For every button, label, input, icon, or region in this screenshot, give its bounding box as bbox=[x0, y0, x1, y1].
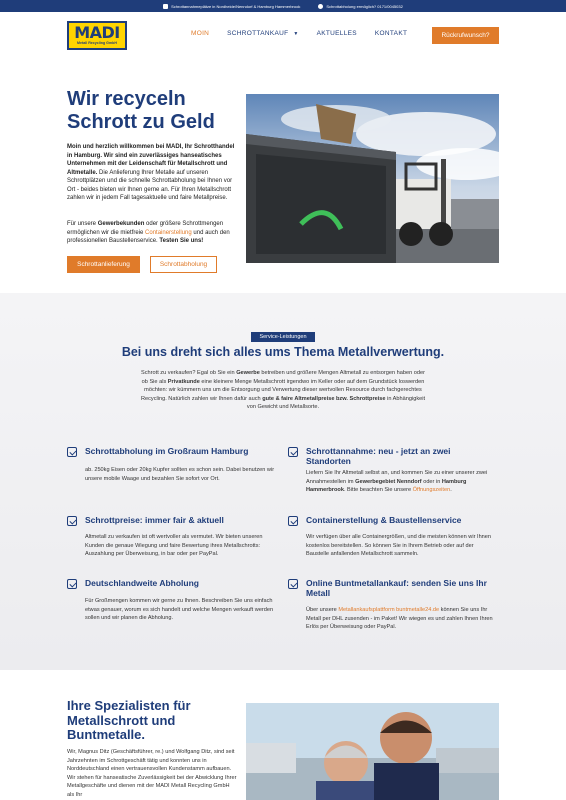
hero-business bbox=[67, 220, 237, 246]
service-title: Deutschlandweite Abholung bbox=[85, 578, 199, 588]
logo-mark: MADI bbox=[74, 23, 120, 42]
intro-g: in Abhängigkeit von Gewicht und Metallsorte. bbox=[246, 395, 426, 410]
service-text: Wir verfügen über alle Containergrößen, und die meisten können wir Ihnen kostenlos bereitstellen. So können Sie in Ihrem Betrieb oder auf der Baustelle anfallenden Metallschrott sammeln. bbox=[306, 534, 492, 557]
hero-business-c: oder größere Schrottmengen ermöglichen wir die mietfreie bbox=[67, 221, 224, 236]
topbar-phone-text[interactable]: Schrottabholung ermöglich? 0171/0045032 bbox=[326, 3, 403, 9]
checkbox-icon bbox=[67, 579, 77, 589]
hero-title: Wir recyceln Schrott zu Geld bbox=[67, 88, 215, 133]
hero-business-b: Gewerbekunden bbox=[97, 221, 145, 227]
service-title: Schrottpreise: immer fair & aktuell bbox=[85, 515, 224, 525]
svc-text-d: Hamburg Hammerbrook bbox=[306, 478, 467, 493]
checkbox-icon bbox=[67, 516, 77, 526]
intro-c: betreiben und größere Mengen Altmetall zu entsorgen haben oder ob Sie als bbox=[141, 370, 425, 385]
svc-text-a: Über unsere bbox=[306, 607, 339, 613]
checkbox-icon bbox=[288, 447, 298, 457]
svc-text-f: . bbox=[450, 487, 452, 493]
service-text bbox=[306, 469, 496, 495]
nav-item-kontakt[interactable]: KONTAKT bbox=[374, 30, 408, 37]
chevron-down-icon: ▼ bbox=[293, 31, 299, 37]
hero-business-a: Für unsere bbox=[67, 221, 98, 227]
nav-item-schrottankauf-label: SCHROTTANKAUF bbox=[227, 30, 289, 37]
hero-business-d: und auch den professionellen Baustellenservice. bbox=[67, 229, 230, 244]
service-text: ab. 250kg Eisen oder 20kg Kupfer sollten es schon sein. Dabei benutzen wir unsere mobile Waage und bezahlen Sie sofort vor Ort. bbox=[85, 467, 275, 482]
team-photo bbox=[246, 703, 499, 800]
schrottabholung-button[interactable]: Schrottabholung bbox=[150, 256, 217, 273]
about-text: Wir, Magnus Ditz (Geschäftsführer, re.) und Wolfgang Ditz, sind seit Jahrzehnten im Schrottgeschäft tätig und konnten uns in Norddeutschland einen vertrauensvollen Kundenstamm aufbauen. Wir stehen für hanseatische Zuverlässigkeit bei der Abwicklung Ihrer Metallgeschäfte und dienen mit der MADI Metall Recycling GmbH als Ihr bbox=[67, 749, 237, 798]
madi-logo[interactable] bbox=[67, 21, 127, 50]
intro-d: Privatkunde bbox=[167, 378, 200, 385]
intro-f: gute & faire Altmetallpreise bzw. Schrottpreise bbox=[262, 395, 386, 402]
svc-text-b: Gewerbegebiet Nenndorf bbox=[355, 478, 422, 485]
hero-forklift-image bbox=[246, 94, 499, 263]
service-title: Schrottannahme: neu - jetzt an zwei Standorten bbox=[306, 446, 451, 466]
callback-button[interactable]: Rückrufwunsch? bbox=[432, 27, 499, 44]
main-nav bbox=[191, 30, 407, 37]
services-title: Bei uns dreht sich alles ums Thema Metallverwertung. bbox=[121, 345, 445, 359]
intro-e: eine kleinere Menge Metallschrott irgendwo im Keller oder auf dem Grundstück loswerden möchten: wir kümmern uns um die Entsorgung und Verwertung dieser wertvollen Resource durch fachgerechtes Recycling. Natürlich zahlen wir Ihnen dafür auch bbox=[140, 378, 425, 402]
service-title: Containerstellung & Baustellenservice bbox=[306, 515, 462, 525]
topbar-phone[interactable] bbox=[318, 4, 403, 9]
container-link[interactable]: Containerstellung bbox=[145, 229, 192, 236]
checkbox-icon bbox=[288, 516, 298, 526]
svc-text-b: können Sie uns Ihr Metall per DHL zusenden - im Paket! Wir wiegen es und zahlen Ihnen Ihren Erlös per Überweisung oder PayPal. bbox=[306, 607, 493, 630]
hero-business-e: Testen Sie uns! bbox=[159, 238, 204, 244]
services-badge: Service-Leistungen bbox=[251, 332, 315, 342]
schrottanlieferung-button[interactable]: Schrottanlieferung bbox=[67, 256, 140, 273]
site-header bbox=[0, 12, 566, 56]
truck-icon bbox=[163, 4, 168, 9]
opening-hours-link[interactable]: Öffnungszeiten bbox=[412, 487, 451, 493]
nav-item-aktuelles[interactable]: AKTUELLES bbox=[316, 30, 357, 37]
svc-text-a: Liefern Sie Ihr Altmetall selbst an, und kommen Sie zu einer unserer zwei Annahmestellen im bbox=[306, 470, 488, 485]
top-info-bar bbox=[0, 0, 566, 12]
checkbox-icon bbox=[288, 579, 298, 589]
service-text: Altmetall zu verkaufen ist oft wertvoller als vermutet. Wir bieten unseren Kunden die genaue Wiegung und faire Bewertung ihres Metallschrotts: Auszahlung per Überweisung, in bar oder per PayPal. bbox=[85, 534, 263, 557]
service-text: Für Großmengen kommen wir gerne zu Ihnen. Beschreiben Sie uns einfach etwas genauer, worum es sich handelt und welche Mengen verkauft werden sollen und wir planen die Abholung. bbox=[85, 598, 274, 621]
service-text bbox=[306, 606, 496, 632]
topbar-location bbox=[163, 4, 300, 9]
logo-subtitle: Metall Recycling GmbH bbox=[77, 41, 117, 45]
service-title: Online Buntmetallankauf: senden Sie uns Ihr Metall bbox=[306, 578, 487, 598]
phone-icon bbox=[318, 4, 323, 9]
intro-a: Schrott zu verkaufen? Egal ob Sie ein bbox=[141, 370, 237, 376]
svc-text-e: . Bitte beachten Sie unsere bbox=[343, 487, 413, 493]
services-intro bbox=[138, 369, 428, 412]
hero-intro-bold: Moin und herzlich willkommen bei MADI, Ihr Schrotthandel in Hamburg. Wir sind ein zuverlässiges hanseatisches Unternehmen mit der Leidenschaft für Metallschrott und Altmetalle. bbox=[67, 144, 235, 176]
hero-intro bbox=[67, 143, 237, 203]
team-photo-svg bbox=[246, 703, 499, 800]
buntmetalle-link[interactable]: Metallankaufsplattform buntmetalle24.de bbox=[338, 607, 440, 613]
about-title: Ihre Spezialisten für Metallschrott und Buntmetalle. bbox=[67, 698, 191, 742]
forklift-photo bbox=[246, 94, 499, 263]
intro-b: Gewerbe bbox=[236, 370, 260, 376]
nav-item-moin[interactable]: MOIN bbox=[191, 30, 210, 37]
svc-text-c: oder in bbox=[421, 478, 442, 485]
service-title: Schrottabholung im Großraum Hamburg bbox=[85, 446, 249, 456]
checkbox-icon bbox=[67, 447, 77, 457]
nav-item-schrottankauf[interactable] bbox=[227, 30, 298, 37]
topbar-location-text: Schrottannahmeplätze in Nordheide/Nenndorf & Hamburg Hammerbrook bbox=[171, 3, 301, 9]
hero-intro-rest: Die Anlieferung Ihrer Metalle auf unseren Schrottplätzen und die schnelle Schrottabholung bei Ihnen vor Ort - beides bieten wir Ihnen gerne an. Für Ihren Metallschrott zahlen wir in jedem Fall tagesaktuelle und faire Metallpreise. bbox=[67, 169, 233, 201]
